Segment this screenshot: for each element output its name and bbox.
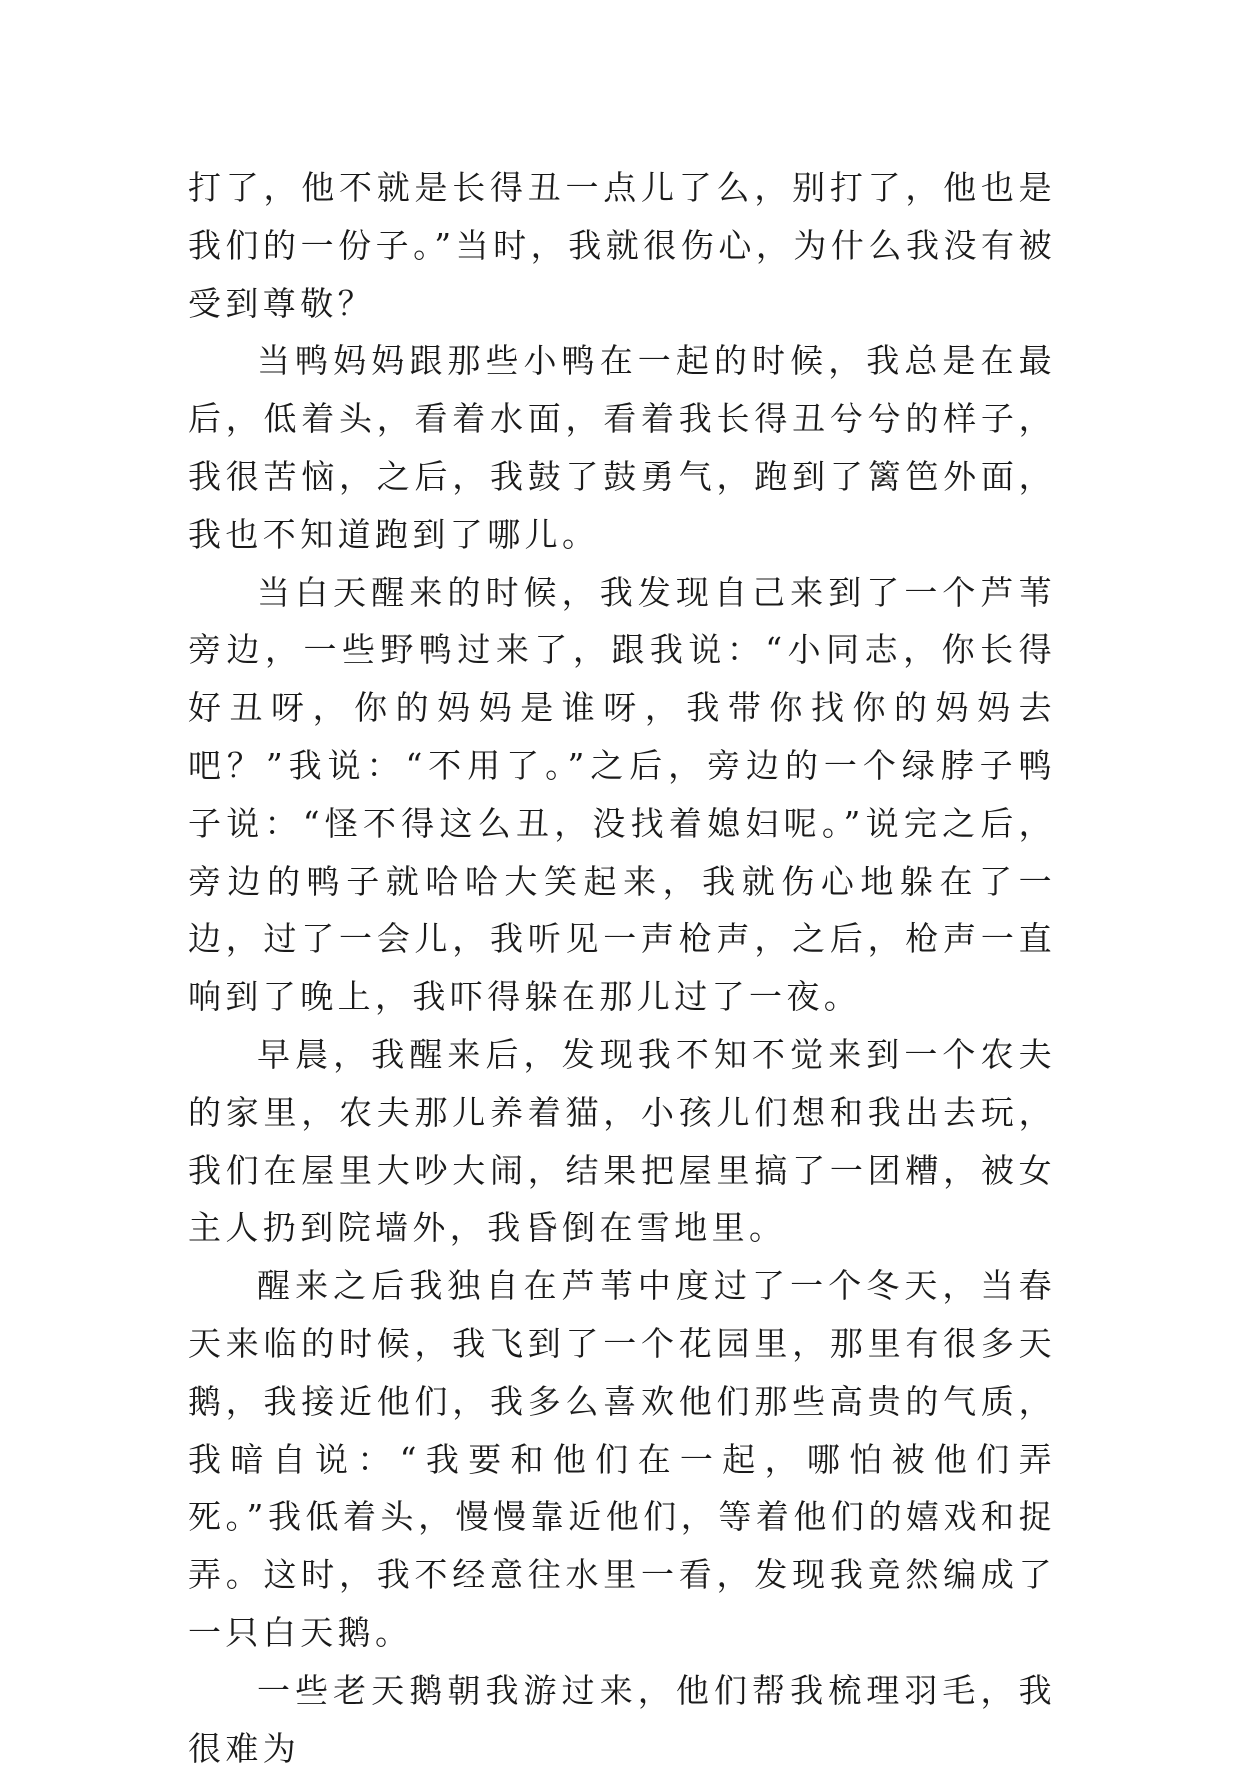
paragraph-4: 早晨，我醒来后，发现我不知不觉来到一个农夫的家里，农夫那儿养着猫，小孩儿们想和我出去玩，我们在屋里大吵大闹，结果把屋里搞了一团糟，被女主人扔到院墙外，我昏倒在雪地里。 [188, 1034, 1056, 1248]
paragraph-5: 醒来之后我独自在芦苇中度过了一个冬天，当春天来临的时候，我飞到了一个花园里，那里有很多天鹅，我接近他们，我多么喜欢他们那些高贵的气质，我暗自说：“我要和他们在一起，哪怕被他们弄死。”我低着头，慢慢靠近他们，等着他们的嬉戏和捉弄。这时，我不经意往水里一看，发现我竟然编成了一只白天鹅。 [188, 1266, 1056, 1652]
paragraph-1: 打了，他不就是长得丑一点儿了么，别打了，他也是我们的一份子。”当时，我就很伤心，为什么我没有被受到尊敬？ [188, 168, 1056, 323]
paragraph-2: 当鸭妈妈跟那些小鸭在一起的时候，我总是在最后，低着头，看着水面，看着我长得丑兮兮的样子，我很苦恼，之后，我鼓了鼓勇气，跑到了篱笆外面，我也不知道跑到了哪儿。 [188, 341, 1056, 554]
paragraph-3: 当白天醒来的时候，我发现自己来到了一个芦苇旁边，一些野鸭过来了，跟我说：“小同志，你长得好丑呀，你的妈妈是谁呀，我带你找你的妈妈去吧？”我说：“不用了。”之后，旁边的一个绿脖子鸭子说：“怪不得这么丑，没找着媳妇呢。”说完之后，旁边的鸭子就哈哈大笑起来，我就伤心地躲在了一边，过了一会儿，我听见一声枪声，之后，枪声一直响到了晚上，我吓得躲在那儿过了一夜。 [188, 572, 1056, 1017]
body-text [188, 159, 1056, 1777]
paragraph-6: 一些老天鹅朝我游过来，他们帮我梳理羽毛，我很难为 [188, 1670, 1056, 1768]
